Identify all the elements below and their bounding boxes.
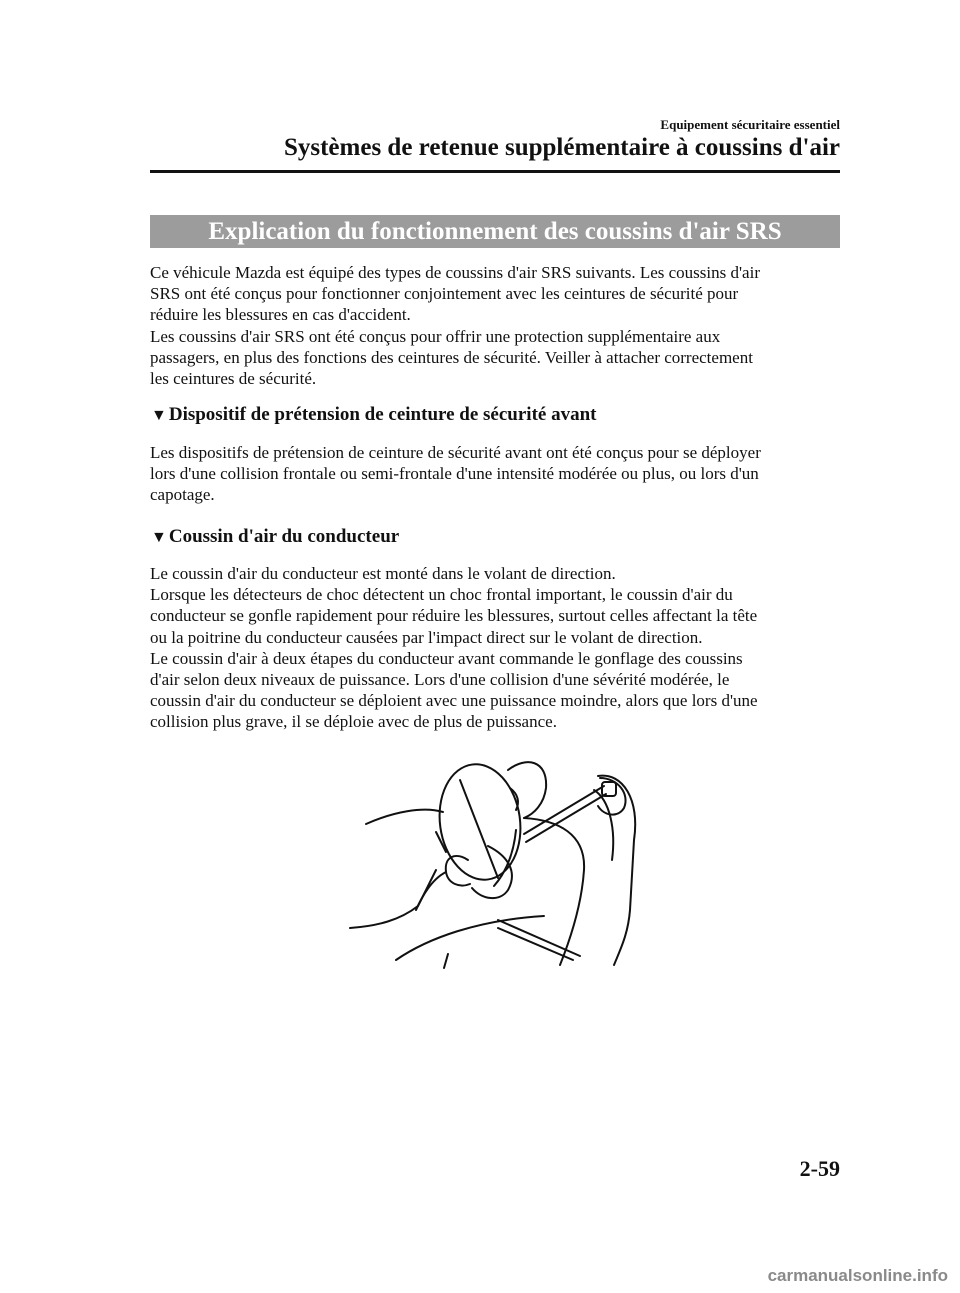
- belt-anchor: [602, 782, 616, 796]
- seat-cushion-front: [444, 954, 448, 968]
- pretensioner-paragraph: Les dispositifs de prétension de ceinture de sécurité avant ont été conçus pour se déployer lors d'une collision frontale ou semi-frontale d'une intensité modérée ou plus, ou lors d'un capotage.: [150, 443, 761, 505]
- chapter-title: Systèmes de retenue supplémentaire à coussins d'air: [283, 134, 840, 161]
- triangle-marker-icon: ▼: [151, 407, 167, 424]
- section-label: Equipement sécuritaire essentiel: [660, 117, 840, 132]
- header-rule: [150, 170, 840, 173]
- intro-paragraph: Ce véhicule Mazda est équipé des types de coussins d'air SRS suivants. Les coussins d'air SRS ont été conçus pour fonctionner conjointement avec les ceintures de sécurité pour réduire les blessures en cas d'accident. Les coussins d'air SRS ont été conçus pour offrir une protection supplémentaire aux passagers, en plus des fonctions des ceintures de sécurité. Veiller à attacher correctement les ceintures de sécurité.: [150, 263, 760, 389]
- subheading-driver-airbag-text: Coussin d'air du conducteur: [168, 526, 400, 547]
- lap-belt: [498, 928, 573, 960]
- driver-arm: [472, 846, 512, 898]
- watermark: carmanualsonline.info: [767, 1266, 948, 1285]
- subheading-pretensioner: [151, 404, 596, 426]
- seat-back: [598, 776, 635, 965]
- triangle-marker-icon: ▼: [151, 529, 167, 546]
- subheading-driver-airbag: [151, 526, 399, 548]
- section-banner: Explication du fonctionnement des coussins d'air SRS: [150, 215, 840, 248]
- shoulder-belt-inner: [526, 794, 606, 842]
- driver-airbag-illustration: [348, 760, 648, 970]
- dashboard-line: [366, 810, 443, 824]
- driver-forearm: [416, 872, 446, 910]
- lap-belt-inner: [498, 920, 580, 956]
- page-number: 2-59: [799, 1156, 840, 1181]
- driver-airbag-paragraph: Le coussin d'air du conducteur est monté dans le volant de direction. Lorsque les détecteurs de choc détectent un choc frontal important, le coussin d'air du conducteur se gonfle rapidement pour réduire les blessures, surtout celles affectant la tête ou la poitrine du conducteur causées par l'impact direct sur le volant de direction. Le coussin d'air à deux étapes du conducteur avant commande le gonflage des coussins d'air selon deux niveaux de puissance. Lors d'une collision d'une sévérité modérée, le coussin d'air du conducteur se déploient avec une puissance moindre, alors que lors d'une collision plus grave, il se déploie avec de plus de puissance.: [150, 564, 758, 732]
- airbag-crease: [460, 780, 498, 878]
- dashboard-lower-line: [350, 906, 418, 928]
- driver-hand: [446, 856, 470, 886]
- subheading-pretensioner-text: Dispositif de prétension de ceinture de sécurité avant: [168, 404, 597, 425]
